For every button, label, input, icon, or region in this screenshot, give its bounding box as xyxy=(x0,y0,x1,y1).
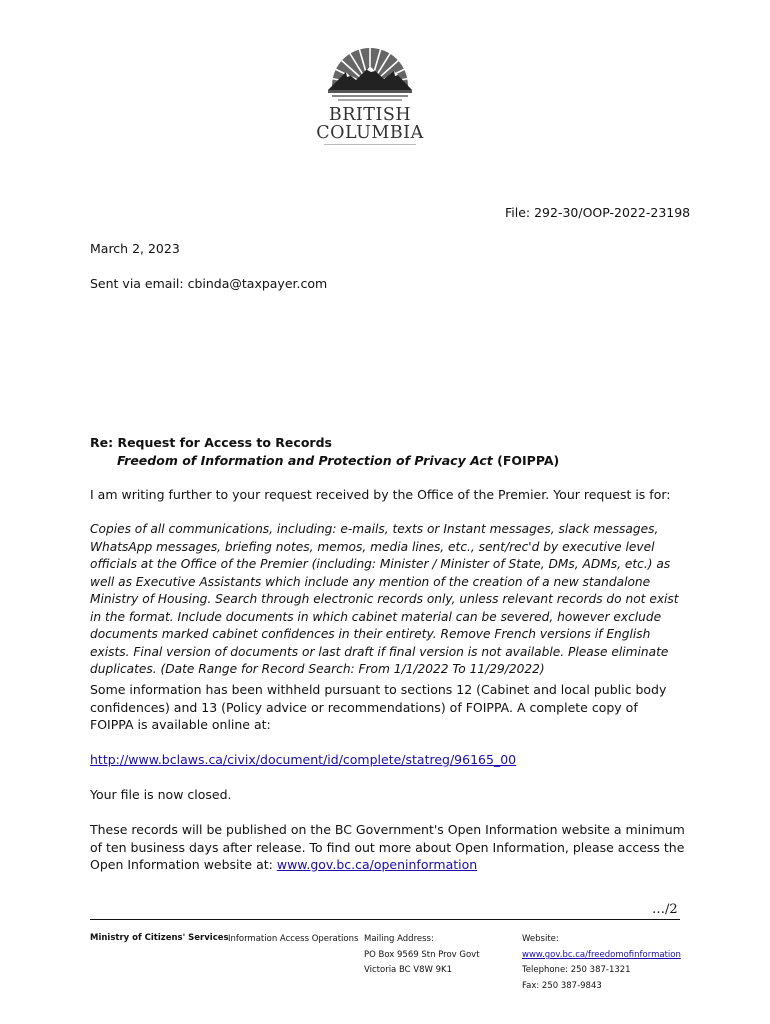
act-line xyxy=(117,452,559,470)
bc-logo xyxy=(316,46,424,146)
act-name: Freedom of Information and Protection of Privacy Act xyxy=(117,453,493,468)
open-information-link[interactable]: www.gov.bc.ca/openinformation xyxy=(276,857,478,872)
file-closed-text: Your file is now closed. xyxy=(90,787,232,802)
file-reference: File: 292-30/OOP-2022-23198 xyxy=(505,205,691,220)
bc-sun-mountains-icon xyxy=(316,46,424,106)
logo-line-columbia: COLUMBIA xyxy=(316,123,424,143)
re-line: Re: Request for Access to Records xyxy=(90,435,332,450)
footer-mailing-label: Mailing Address: xyxy=(364,934,434,944)
published-text: These records will be published on the BC Government's Open Information website a minimum of ten business days after release. To find out more about Open Information, please access the Open Information website at: xyxy=(90,822,685,872)
footer-website-label: Website: xyxy=(522,934,559,944)
foippa-link-line xyxy=(90,751,516,769)
act-abbrev: (FOIPPA) xyxy=(492,453,560,468)
footer-mailing-line2: Victoria BC V8W 9K1 xyxy=(364,965,453,975)
intro-paragraph: I am writing further to your request received by the Office of the Premier. Your request is for: xyxy=(90,487,671,502)
sent-via-email: Sent via email: cbinda@taxpayer.com xyxy=(90,276,328,291)
footer-telephone: Telephone: 250 387-1321 xyxy=(522,965,631,975)
request-text: Copies of all communications, including: e-mails, texts or Instant messages, slack messages, WhatsApp messages, briefing notes, memos, media lines, etc., sent/rec'd by executive level officials at the Office of the Premier (including: Minister / Minister of State, DMs, ADMs, etc.) as well as Executive Assistants which include any mention of the creation of a new standalone Ministry of Housing. Search through electronic records only, unless relevant records do not exist in the format. Include documents in which cabinet material can be severed, however exclude documents marked cabinet confidences in their entirety. Remove French versions if English exists. Final version of documents or last draft if final version is not available. Please eliminate duplicates. (Date Range for Record Search: From 1/1/2022 To 11/29/2022) xyxy=(90,522,679,676)
logo-line-british: BRITISH xyxy=(328,105,412,125)
published-paragraph xyxy=(90,821,685,874)
footer-website-link[interactable]: www.gov.bc.ca/freedomofinformation xyxy=(522,950,681,960)
footer-branch: Information Access Operations xyxy=(228,934,359,944)
footer-website-link-line xyxy=(522,948,681,964)
foippa-link[interactable]: http://www.bclaws.ca/civix/document/id/complete/statreg/96165_00 xyxy=(90,752,517,767)
letter-date: March 2, 2023 xyxy=(90,241,180,256)
page-continuation-marker: …/2 xyxy=(652,902,678,917)
footer-ministry: Ministry of Citizens' Services xyxy=(90,933,229,943)
withheld-paragraph: Some information has been withheld pursuant to sections 12 (Cabinet and local public body confidences) and 13 (Policy advice or recommendations) of FOIPPA. A complete copy of FOIPPA is available online at: xyxy=(90,682,667,732)
footer-divider xyxy=(90,919,680,920)
footer-mailing-line1: PO Box 9569 Stn Prov Govt xyxy=(364,950,480,960)
logo-divider xyxy=(324,144,416,145)
footer-fax: Fax: 250 387-9843 xyxy=(522,981,602,991)
